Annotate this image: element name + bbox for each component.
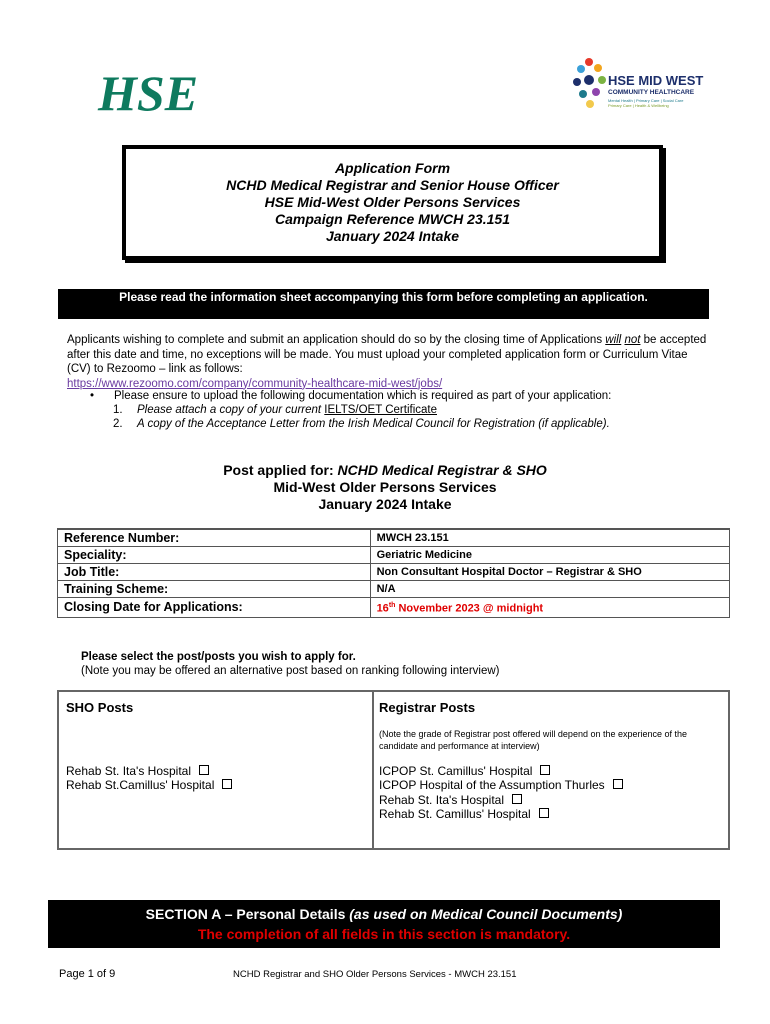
registrar-post-label: ICPOP St. Camillus' Hospital [379, 764, 533, 778]
speciality-label: Speciality: [58, 547, 371, 564]
job-title-value: Non Consultant Hospital Doctor – Registrar & SHO [370, 564, 729, 581]
registrar-post-label: Rehab St. Camillus' Hospital [379, 807, 531, 821]
posts-selection-box [57, 690, 730, 850]
select-posts-note: (Note you may be offered an alternative post based on ranking following interview) [81, 665, 500, 677]
table-row [58, 547, 730, 564]
sho-post-label: Rehab St.Camillus' Hospital [66, 778, 215, 792]
reference-value: MWCH 23.151 [370, 529, 729, 547]
registrar-post-option[interactable] [379, 793, 522, 808]
page-number: Page 1 of 9 [59, 968, 116, 980]
post-service: Mid-West Older Persons Services [273, 479, 497, 495]
section-a-title-text: SECTION A – Personal Details [145, 906, 350, 922]
checkbox[interactable] [539, 808, 549, 818]
select-posts-instruction: Please select the post/posts you wish to apply for. [81, 651, 356, 663]
registrar-post-label: ICPOP Hospital of the Assumption Thurles [379, 778, 605, 792]
closing-date-suffix: th [388, 602, 396, 609]
closing-date-value [370, 598, 729, 618]
registrar-posts-note: (Note the grade of Registrar post offered will depend on the experience of the candidate and performance at interview) [379, 729, 688, 751]
table-row [58, 564, 730, 581]
section-a-title-note: (as used on Medical Council Documents) [349, 906, 623, 922]
item-number: 2. [113, 418, 123, 430]
form-title-box [122, 145, 663, 260]
checkbox[interactable] [199, 765, 209, 775]
checkbox[interactable] [512, 794, 522, 804]
checkbox[interactable] [613, 779, 623, 789]
training-scheme-label: Training Scheme: [58, 581, 371, 598]
posts-divider [372, 692, 374, 848]
form-intake: January 2024 Intake [325, 228, 460, 244]
speciality-value: Geriatric Medicine [370, 547, 729, 564]
registrar-posts-heading: Registrar Posts [379, 700, 476, 715]
table-row [58, 598, 730, 618]
post-applied-title: NCHD Medical Registrar & SHO [337, 462, 547, 478]
section-a-header [48, 900, 720, 948]
item-text: Please attach a copy of your current [137, 404, 325, 416]
form-title: Application Form [334, 160, 451, 176]
document-item-1 [113, 404, 437, 416]
sho-post-label: Rehab St. Ita's Hospital [66, 764, 192, 778]
midwest-logo-subtitle: COMMUNITY HEALTHCARE [608, 89, 695, 96]
hse-logo [98, 62, 199, 122]
post-applied-label: Post applied for: [223, 462, 338, 478]
notice-bar: Please read the information sheet accompanying this form before completing an application. [58, 289, 709, 319]
checkbox[interactable] [540, 765, 550, 775]
form-service-title: HSE Mid-West Older Persons Services [264, 194, 521, 210]
midwest-logo-tagline-2: Primary Care | Health & Wellbeing [608, 103, 669, 108]
sho-post-option[interactable] [66, 764, 209, 779]
documentation-bullet [90, 390, 611, 402]
intro-text: Applicants wishing to complete and submit an application should do so by the closing time of Applications [67, 334, 606, 346]
bullet-symbol: • [90, 390, 95, 402]
section-a-mandatory-note: The completion of all fields in this section is mandatory. [197, 926, 571, 942]
post-applied-heading [0, 462, 770, 513]
post-intake: January 2024 Intake [318, 496, 452, 512]
intro-paragraph [67, 333, 707, 391]
item-number: 1. [113, 404, 123, 416]
closing-date-day: 16 [376, 602, 389, 615]
bullet-text: Please ensure to upload the following documentation which is required as part of your application: [114, 390, 612, 402]
footer-reference: NCHD Registrar and SHO Older Persons Services - MWCH 23.151 [233, 969, 517, 980]
rezoomo-link[interactable]: https://www.rezoomo.com/company/community-healthcare-mid-west/jobs/ [67, 377, 443, 390]
intro-text-2: be accepted after this date and time, no exceptions will be made. You must upload your completed application form or Curriculum Vitae (CV) to Rezoomo – link as follows: [67, 334, 707, 375]
registrar-post-option[interactable] [379, 807, 549, 822]
form-position-title: NCHD Medical Registrar and Senior House Officer [226, 177, 559, 193]
midwest-logo-tagline: Mental Health | Primary Care | Social Care [608, 98, 684, 103]
sho-posts-heading: SHO Posts [66, 700, 134, 715]
section-a-title [48, 906, 720, 922]
job-title-label: Job Title: [58, 564, 371, 581]
registrar-post-option[interactable] [379, 778, 623, 793]
midwest-logo-title: HSE MID WEST [608, 73, 704, 88]
form-campaign-reference: Campaign Reference MWCH 23.151 [275, 211, 510, 227]
table-row [58, 529, 730, 547]
closing-date-label: Closing Date for Applications: [58, 598, 371, 618]
registrar-post-label: Rehab St. Ita's Hospital [379, 793, 505, 807]
registrar-post-option[interactable] [379, 764, 550, 779]
closing-date-rest: November 2023 @ midnight [395, 602, 544, 615]
training-scheme-value: N/A [370, 581, 729, 598]
sho-post-option[interactable] [66, 778, 232, 793]
reference-label: Reference Number: [58, 529, 371, 547]
intro-will: will [605, 334, 622, 346]
ielts-certificate-link: IELTS/OET Certificate [324, 404, 437, 416]
table-row [58, 581, 730, 598]
checkbox[interactable] [222, 779, 232, 789]
item-text: A copy of the Acceptance Letter from the Irish Medical Council for Registration (if applicable). [137, 418, 610, 430]
hse-logo-text: HSE [98, 65, 199, 121]
hse-midwest-logo [572, 56, 722, 118]
document-item-2 [113, 418, 610, 430]
intro-not: not [624, 334, 641, 346]
post-info-table [57, 528, 730, 618]
